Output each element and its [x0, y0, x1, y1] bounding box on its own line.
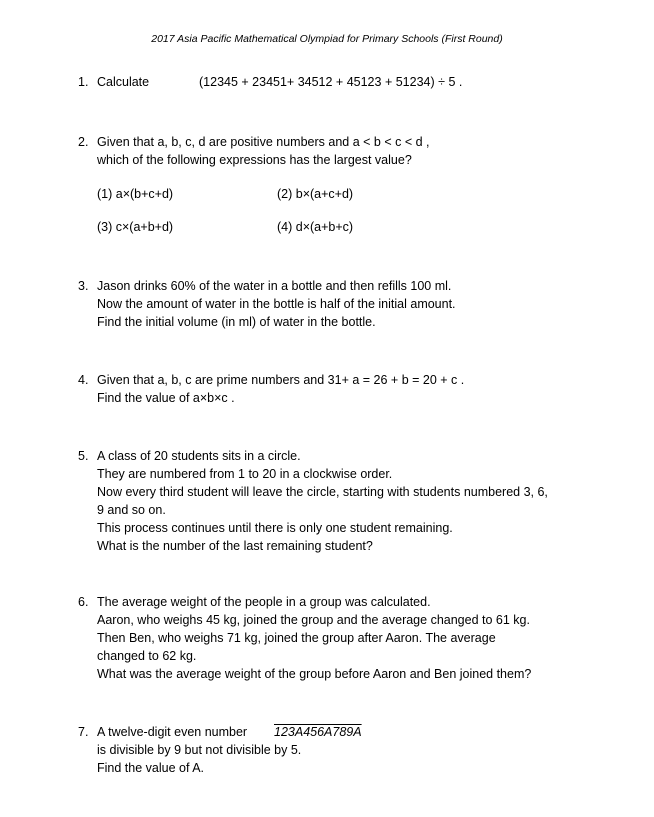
question-text: A twelve-digit even number [97, 725, 248, 739]
question-text: Find the value of a×b×c . [97, 391, 235, 405]
question-number: 6. [78, 595, 89, 609]
math-expression: (12345 + 23451+ 34512 + 45123 + 51234) ÷ 5 . [199, 75, 463, 89]
question-text: Then Ben, who weighs 71 kg, joined the group after Aaron. The average [97, 631, 496, 645]
question-text: is divisible by 9 but not divisible by 5. [97, 743, 302, 757]
question-number: 1. [78, 75, 89, 89]
question-number: 5. [78, 449, 89, 463]
option-4: (4) d×(a+b+c) [277, 220, 354, 234]
question-text: which of the following expressions has the largest value? [97, 153, 412, 167]
option-1: (1) a×(b+c+d) [97, 187, 174, 201]
question-4 [78, 371, 618, 407]
question-text: What is the number of the last remaining student? [97, 539, 373, 553]
question-2 [78, 133, 618, 169]
overlined-number: 123A456A789A [274, 725, 362, 739]
option-3: (3) c×(a+b+d) [97, 220, 174, 234]
question-7 [78, 723, 618, 777]
question-text: Find the value of A. [97, 761, 205, 775]
question-number: 4. [78, 373, 89, 387]
question-5 [78, 447, 618, 555]
question-text: 9 and so on. [97, 503, 166, 517]
question-text: Given that a, b, c are prime numbers and 31+ a = 26 + b = 20 + c . [97, 373, 465, 387]
question-text: changed to 62 kg. [97, 649, 197, 663]
question-6 [78, 593, 618, 683]
question-text: Find the initial volume (in ml) of water in the bottle. [97, 315, 376, 329]
question-text: Given that a, b, c, d are positive numbers and a < b < c < d , [97, 135, 430, 149]
question-text: Jason drinks 60% of the water in a bottle and then refills 100 ml. [97, 279, 452, 293]
question-text: A class of 20 students sits in a circle. [97, 449, 301, 463]
question-number: 7. [78, 725, 89, 739]
question-number: 2. [78, 135, 89, 149]
question-text: Now the amount of water in the bottle is half of the initial amount. [97, 297, 456, 311]
question-text: Aaron, who weighs 45 kg, joined the group and the average changed to 61 kg. [97, 613, 530, 627]
question-1 [78, 73, 618, 91]
question-3 [78, 277, 618, 331]
question-text: The average weight of the people in a group was calculated. [97, 595, 431, 609]
question-text: What was the average weight of the group before Aaron and Ben joined them? [97, 667, 532, 681]
question-text: Now every third student will leave the circle, starting with students numbered 3, 6, [97, 485, 548, 499]
page-header: 2017 Asia Pacific Mathematical Olympiad for Primary Schools (First Round) [151, 33, 503, 45]
question-text: This process continues until there is only one student remaining. [97, 521, 453, 535]
question-number: 3. [78, 279, 89, 293]
options-group [78, 185, 618, 245]
option-2: (2) b×(a+c+d) [277, 187, 354, 201]
question-text: Calculate [97, 75, 150, 89]
question-text: They are numbered from 1 to 20 in a clockwise order. [97, 467, 393, 481]
